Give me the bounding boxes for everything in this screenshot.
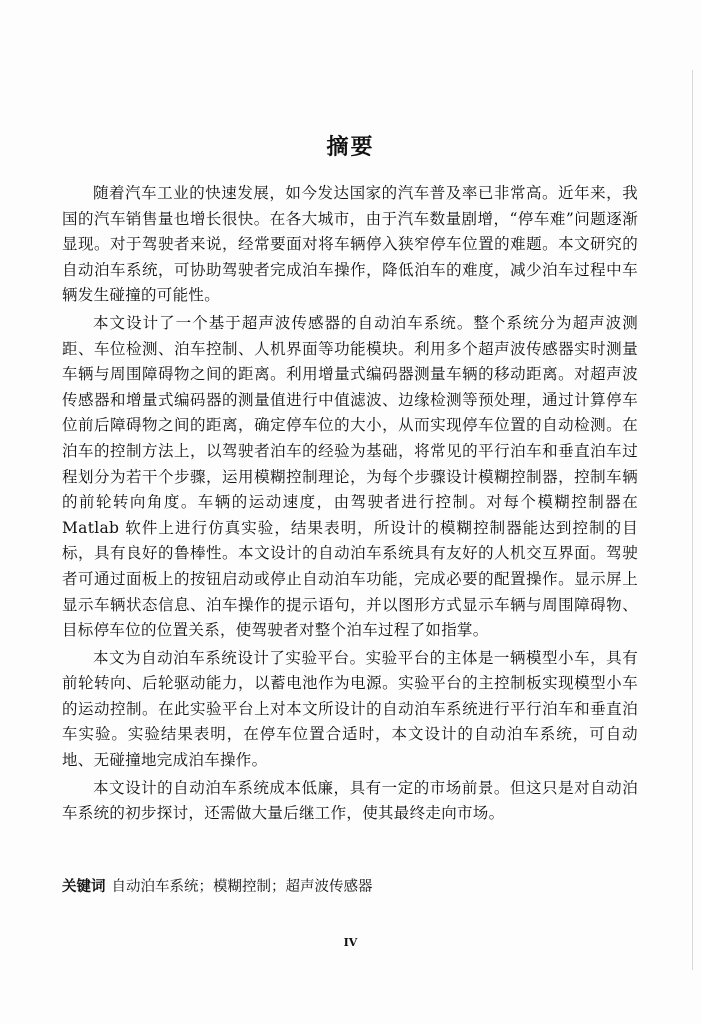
- scan-edge-line: [692, 70, 693, 970]
- keywords-text: 自动泊车系统；模糊控制；超声波传感器: [111, 879, 373, 895]
- abstract-paragraph-1: 随着汽车工业的快速发展，如今发达国家的汽车普及率已非常高。近年来，我国的汽车销售量也增长很快。在各大城市，由于汽车数量剧增，“停车难”问题逐渐显现。对于驾驶者来说，经常要面对将车辆停入狭窄停车位置的难题。本文研究的自动泊车系统，可协助驾驶者完成泊车操作，降低泊车的难度，减少泊车过程中车辆发生碰撞的可能性。: [62, 184, 638, 305]
- abstract-paragraph-3: 本文为自动泊车系统设计了实验平台。实验平台的主体是一辆模型小车，具有前轮转向、后轮驱动能力，以蓄电池作为电源。实验平台的主控制板实现模型小车的运动控制。在此实验平台上对本文所设计的自动泊车系统进行平行泊车和垂直泊车实验。实验结果表明，在停车位置合适时，本文设计的自动泊车系统，可自动地、无碰撞地完成泊车操作。: [62, 648, 638, 770]
- keywords-line: [62, 876, 638, 898]
- abstract-title: 摘要: [326, 135, 375, 160]
- page-number: IV: [343, 936, 358, 949]
- keywords-label: 关键词: [62, 879, 106, 895]
- abstract-paragraph-2: 本文设计了一个基于超声波传感器的自动泊车系统。整个系统分为超声波测距、车位检测、泊车控制、人机界面等功能模块。利用多个超声波传感器实时测量车辆与周围障碍物之间的距离。利用增量式编码器测量车辆的移动距离。对超声波传感器和增量式编码器的测量值进行中值滤波、边缘检测等预处理，通过计算停车位前后障碍物之间的距离，确定停车位的大小，从而实现停车位置的自动检测。在泊车的控制方法上，以驾驶者泊车的经验为基础，将常见的平行泊车和垂直泊车过程划分为若干个步骤，运用模糊控制理论，为每个步骤设计模糊控制器，控制车辆的前轮转向角度。车辆的运动速度，由驾驶者进行控制。对每个模糊控制器在 Matlab 软件上进行仿真实验，结果表明，所设计的模糊控制器能达到控制的目标，具有良好的鲁棒性。本文设计的自动泊车系统具有友好的人机交互界面。驾驶者可通过面板上的按钮启动或停止自动泊车功能，完成必要的配置操作。显示屏上显示车辆状态信息、泊车操作的提示语句，并以图形方式显示车辆与周围障碍物、目标停车位的位置关系，使驾驶者对整个泊车过程了如指掌。: [62, 313, 638, 640]
- abstract-body: [62, 181, 638, 829]
- abstract-paragraph-4: 本文设计的自动泊车系统成本低廉，具有一定的市场前景。但这只是对自动泊车系统的初步探讨，还需做大量后继工作，使其最终走向市场。: [62, 778, 638, 823]
